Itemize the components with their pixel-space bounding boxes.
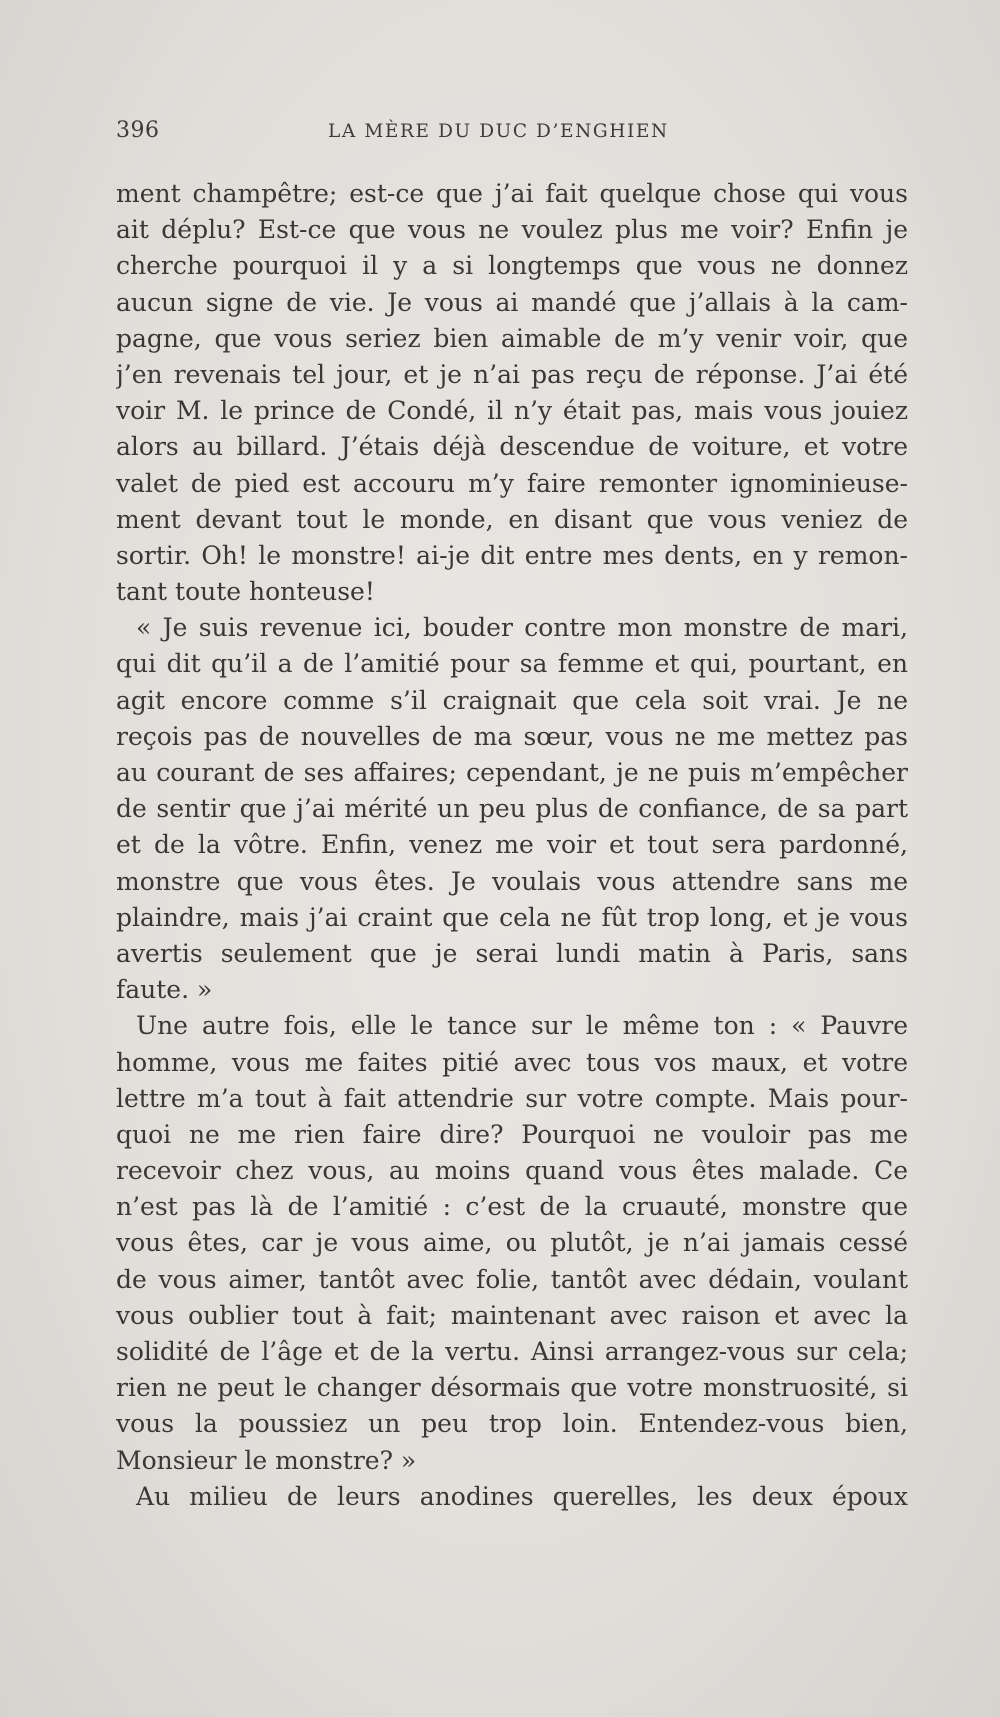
text-line: plaindre, mais j’ai craint que cela ne fût trop long, et je vous <box>116 902 908 932</box>
text-line: Au milieu de leurs anodines querelles, les deux époux <box>136 1481 908 1511</box>
text-line: quoi ne me rien faire dire? Pourquoi ne vouloir pas me <box>116 1119 908 1149</box>
text-line: lettre m’a tout à fait attendrie sur votre compte. Mais pour- <box>116 1083 908 1113</box>
paragraph <box>116 1479 908 1515</box>
text-line: valet de pied est accouru m’y faire remonter ignominieuse- <box>116 468 908 498</box>
text-line: « Je suis revenue ici, bouder contre mon monstre de mari, <box>136 613 908 643</box>
text-line: voir M. le prince de Condé, il n’y était pas, mais vous jouiez <box>116 396 908 426</box>
text-line: j’en revenais tel jour, et je n’ai pas reçu de réponse. J’ai été <box>116 359 908 389</box>
text-line: rien ne peut le changer désormais que votre monstruosité, si <box>116 1373 908 1403</box>
text-line: de vous aimer, tantôt avec folie, tantôt avec dédain, voulant <box>116 1264 908 1294</box>
text-line: ment devant tout le monde, en disant que vous veniez de <box>116 504 908 534</box>
text-line: cherche pourquoi il y a si longtemps que vous ne donnez <box>116 251 908 281</box>
text-line: sortir. Oh! le monstre! ai-je dit entre mes dents, en y remon- <box>116 540 908 570</box>
text-line: faute. » <box>116 975 213 1005</box>
running-head: LA MÈRE DU DUC D’ENGHIEN <box>328 121 669 142</box>
text-line: n’est pas là de l’amitié : c’est de la cruauté, monstre que <box>116 1192 908 1222</box>
paragraph <box>116 176 908 610</box>
text-line: au courant de ses affaires; cependant, je ne puis m’empêcher <box>116 758 908 787</box>
text-line: qui dit qu’il a de l’amitié pour sa femme et qui, pourtant, en <box>116 649 908 679</box>
text-line: de sentir que j’ai mérité un peu plus de confiance, de sa part <box>116 794 908 824</box>
text-line: vous oublier tout à fait; maintenant avec raison et avec la <box>116 1300 908 1330</box>
text-line: agit encore comme s’il craignait que cela soit vrai. Je ne <box>116 685 908 715</box>
text-line: pagne, que vous seriez bien aimable de m’y venir voir, que <box>116 323 908 353</box>
text-line: recevoir chez vous, au moins quand vous êtes malade. Ce <box>116 1156 908 1186</box>
text-line: ment champêtre; est-ce que j’ai fait quelque chose qui vous <box>116 179 908 208</box>
text-line: avertis seulement que je serai lundi matin à Paris, sans <box>116 938 908 968</box>
text-line: homme, vous me faites pitié avec tous vos maux, et votre <box>116 1047 908 1077</box>
paragraph <box>116 610 908 1008</box>
text-line: alors au billard. J’étais déjà descendue de voiture, et votre <box>116 432 908 462</box>
text-line: Une autre fois, elle le tance sur le même ton : « Pauvre <box>136 1011 908 1041</box>
page-number: 396 <box>116 118 160 143</box>
text-line: tant toute honteuse! <box>116 577 375 607</box>
text-line: vous la poussiez un peu trop loin. Entendez-vous bien, <box>116 1409 908 1439</box>
text-line: vous êtes, car je vous aime, ou plutôt, je n’ai jamais cessé <box>116 1228 908 1258</box>
text-line: solidité de l’âge et de la vertu. Ainsi arrangez-vous sur cela; <box>116 1337 908 1366</box>
page-header <box>116 118 916 158</box>
text-line: ait déplu? Est-ce que vous ne voulez plus me voir? Enfin je <box>116 215 908 245</box>
text-line: aucun signe de vie. Je vous ai mandé que j’allais à la cam- <box>116 287 908 317</box>
text-line: Monsieur le monstre? » <box>116 1445 417 1475</box>
body-text <box>116 176 908 1515</box>
paragraph <box>116 1008 908 1478</box>
text-line: et de la vôtre. Enfin, venez me voir et tout sera pardonné, <box>116 830 908 860</box>
text-line: monstre que vous êtes. Je voulais vous attendre sans me <box>116 866 908 896</box>
text-line: reçois pas de nouvelles de ma sœur, vous ne me mettez pas <box>116 721 908 751</box>
